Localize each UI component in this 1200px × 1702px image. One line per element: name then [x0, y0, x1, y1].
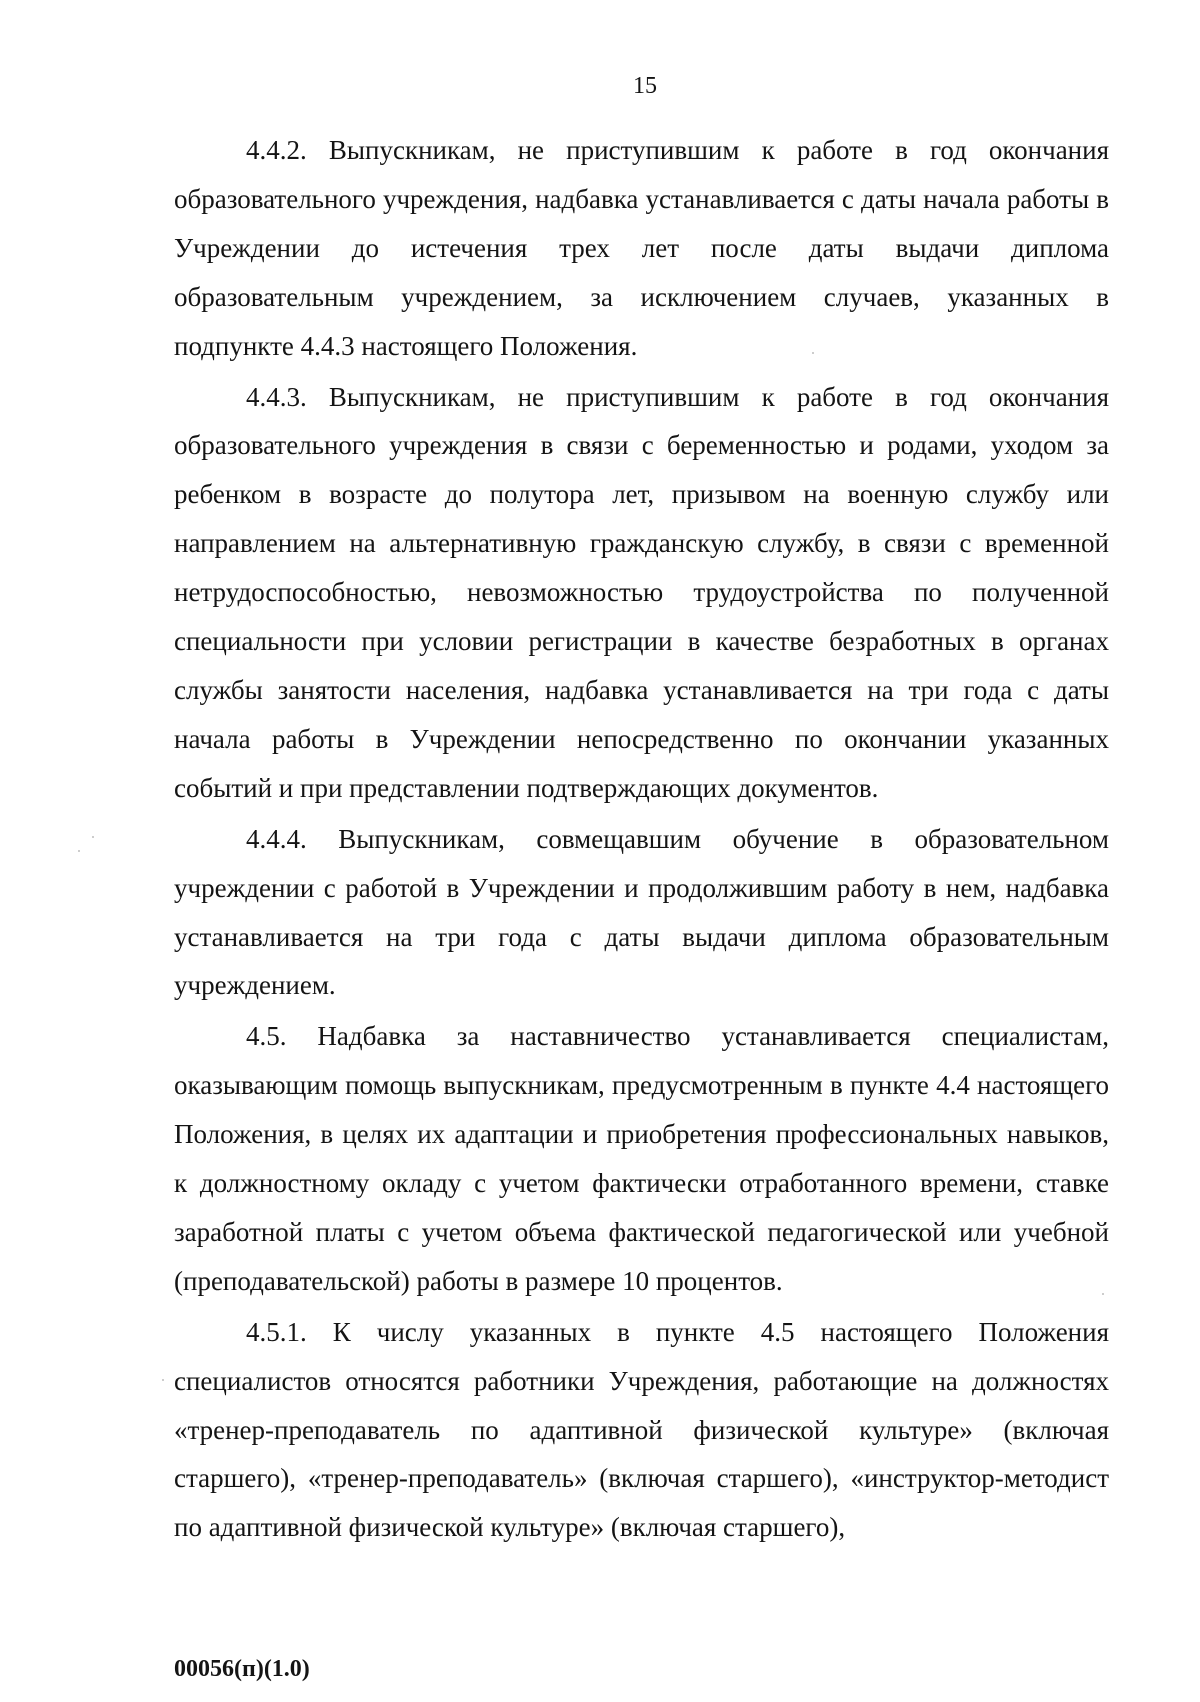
scan-speck	[1102, 1293, 1104, 1295]
scan-speck	[92, 836, 94, 838]
page-number: 15	[633, 73, 657, 99]
scan-speck	[162, 1379, 164, 1381]
scan-speck	[812, 352, 814, 354]
paragraph-4-5-1: 4.5.1. К числу указанных в пункте 4.5 настоящего Положения специалистов относятся работники Учреждения, работающие на должностях «тренер-преподаватель по адаптивной физической культуре» (включая старшего), «тренер-преподаватель» (включая старшего), «инструктор-методист по адаптивной физической культуре» (включая старшего),	[174, 1316, 1109, 1543]
document-body	[174, 126, 1109, 1554]
scan-speck	[78, 850, 80, 852]
paragraph-4-4-2: 4.4.2. Выпускникам, не приступившим к работе в год окончания образовательного учреждения, надбавка устанавливается с даты начала работы в Учреждении до истечения трех лет после даты выдачи диплома образовательным учреждением, за исключением случаев, указанных в подпункте 4.4.3 настоящего Положения.	[174, 135, 1109, 361]
paragraph-4-4-4: 4.4.4. Выпускникам, совмещавшим обучение в образовательном учреждении с работой в Учреждении и продолжившим работу в нем, надбавка устанавливается на три года с даты выдачи диплома образовательным учреждением.	[174, 823, 1109, 1001]
document-code: 00056(п)(1.0)	[174, 1656, 310, 1682]
paragraph-4-5: 4.5. Надбавка за наставничество устанавливается специалистам, оказывающим помощь выпускникам, предусмотренным в пункте 4.4 настоящего Положения, в целях их адаптации и приобретения профессиональных навыков, к должностному окладу с учетом фактически отработанного времени, ставке заработной платы с учетом объема фактической педагогической или учебной (преподавательской) работы в размере 10 процентов.	[174, 1021, 1109, 1296]
paragraph-4-4-3: 4.4.3. Выпускникам, не приступившим к работе в год окончания образовательного учреждения в связи с беременностью и родами, уходом за ребенком в возрасте до полутора лет, призывом на военную службу или направлением на альтернативную гражданскую службу, в связи с временной нетрудоспособностью, невозможностью трудоустройства по полученной специальности при условии регистрации в качестве безработных в органах службы занятости населения, надбавка устанавливается на три года с даты начала работы в Учреждении непосредственно по окончании указанных событий и при представлении подтверждающих документов.	[174, 381, 1109, 803]
